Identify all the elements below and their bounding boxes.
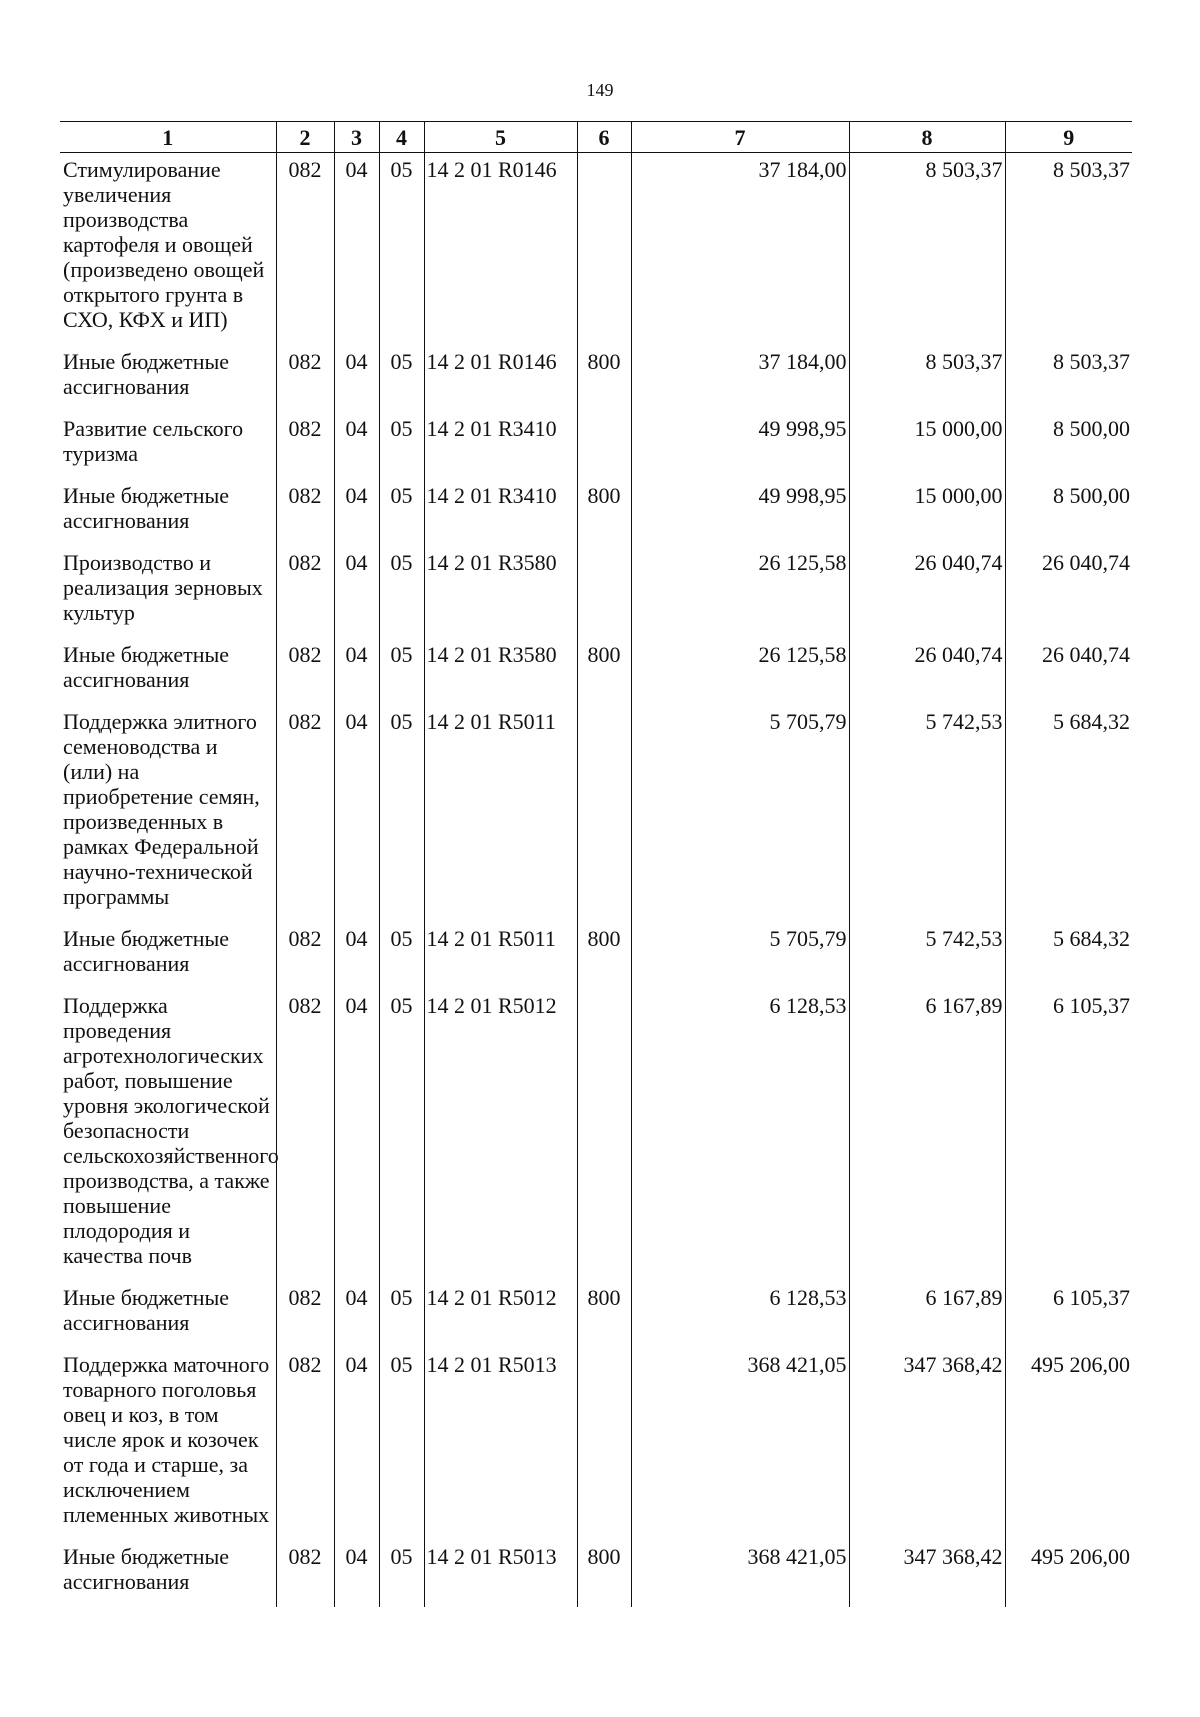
expense-type-cell xyxy=(577,153,631,346)
amount-col7-cell: 37 184,00 xyxy=(631,345,849,412)
table-row xyxy=(60,638,1132,705)
table-row xyxy=(60,1281,1132,1348)
expense-type-cell xyxy=(577,546,631,638)
row-name-cell: Иные бюджетные ассигнования xyxy=(63,1544,230,1594)
expense-type-cell: 800 xyxy=(577,345,631,412)
table-row xyxy=(60,153,1132,346)
amount-col7-cell: 37 184,00 xyxy=(631,153,849,346)
target-article-cell: 14 2 01 R5013 xyxy=(424,1348,577,1540)
row-name-cell: Поддержка маточного товарного поголовья овец и коз, в том числе ярок и козочек от года и старше, за исключением племенных животных xyxy=(63,1352,270,1527)
amount-col9-cell: 6 105,37 xyxy=(1005,989,1132,1281)
admin-code-cell: 082 xyxy=(276,922,334,989)
amount-col7-cell: 26 125,58 xyxy=(631,546,849,638)
amount-col9-cell: 5 684,32 xyxy=(1005,705,1132,922)
target-article-cell: 14 2 01 R3580 xyxy=(424,546,577,638)
row-name-cell: Поддержка элитного семеноводства и (или) на приобретение семян, произведенных в рамках Федеральной научно-технической программы xyxy=(63,709,260,909)
amount-col7-cell: 49 998,95 xyxy=(631,412,849,479)
expense-type-cell: 800 xyxy=(577,1540,631,1607)
header-cell: 3 xyxy=(334,122,379,153)
subsection-cell: 05 xyxy=(379,345,424,412)
section-cell: 04 xyxy=(334,345,379,412)
row-name-cell: Развитие сельского туризма xyxy=(63,416,244,466)
header-cell: 7 xyxy=(631,122,849,153)
target-article-cell: 14 2 01 R5011 xyxy=(424,922,577,989)
target-article-cell: 14 2 01 R5012 xyxy=(424,1281,577,1348)
target-article-cell: 14 2 01 R3410 xyxy=(424,412,577,479)
amount-col8-cell: 15 000,00 xyxy=(849,479,1005,546)
amount-col9-cell: 495 206,00 xyxy=(1005,1348,1132,1540)
target-article-cell: 14 2 01 R5012 xyxy=(424,989,577,1281)
row-name-cell: Производство и реализация зерновых культур xyxy=(63,550,263,625)
table-row xyxy=(60,1348,1132,1540)
header-cell: 1 xyxy=(60,122,276,153)
amount-col9-cell: 6 105,37 xyxy=(1005,1281,1132,1348)
target-article-cell: 14 2 01 R0146 xyxy=(424,345,577,412)
header-cell: 5 xyxy=(424,122,577,153)
row-name-cell: Иные бюджетные ассигнования xyxy=(63,926,230,976)
table-row xyxy=(60,989,1132,1281)
subsection-cell: 05 xyxy=(379,705,424,922)
table-row xyxy=(60,479,1132,546)
page-number: 149 xyxy=(586,80,614,100)
amount-col7-cell: 26 125,58 xyxy=(631,638,849,705)
row-name-cell: Иные бюджетные ассигнования xyxy=(63,483,230,533)
table-row xyxy=(60,705,1132,922)
header-cell: 2 xyxy=(276,122,334,153)
row-name-cell: Иные бюджетные ассигнования xyxy=(63,1285,230,1335)
subsection-cell: 05 xyxy=(379,1281,424,1348)
section-cell: 04 xyxy=(334,1348,379,1540)
section-cell: 04 xyxy=(334,922,379,989)
table-row xyxy=(60,546,1132,638)
table-row xyxy=(60,345,1132,412)
amount-col9-cell: 8 503,37 xyxy=(1005,153,1132,346)
admin-code-cell: 082 xyxy=(276,705,334,922)
amount-col7-cell: 6 128,53 xyxy=(631,1281,849,1348)
target-article-cell: 14 2 01 R3410 xyxy=(424,479,577,546)
amount-col7-cell: 6 128,53 xyxy=(631,989,849,1281)
target-article-cell: 14 2 01 R3580 xyxy=(424,638,577,705)
section-cell: 04 xyxy=(334,479,379,546)
section-cell: 04 xyxy=(334,153,379,346)
amount-col8-cell: 6 167,89 xyxy=(849,989,1005,1281)
amount-col7-cell: 368 421,05 xyxy=(631,1348,849,1540)
amount-col8-cell: 26 040,74 xyxy=(849,638,1005,705)
admin-code-cell: 082 xyxy=(276,153,334,346)
subsection-cell: 05 xyxy=(379,1540,424,1607)
amount-col7-cell: 5 705,79 xyxy=(631,705,849,922)
row-name-cell: Стимулирование увеличения производства картофеля и овощей (произведено овощей открытого грунта в СХО, КФХ и ИП) xyxy=(63,157,265,332)
admin-code-cell: 082 xyxy=(276,989,334,1281)
header-cell: 9 xyxy=(1005,122,1132,153)
amount-col8-cell: 15 000,00 xyxy=(849,412,1005,479)
amount-col8-cell: 8 503,37 xyxy=(849,153,1005,346)
target-article-cell: 14 2 01 R5013 xyxy=(424,1540,577,1607)
expense-type-cell xyxy=(577,989,631,1281)
subsection-cell: 05 xyxy=(379,638,424,705)
amount-col8-cell: 5 742,53 xyxy=(849,922,1005,989)
expense-type-cell xyxy=(577,705,631,922)
section-cell: 04 xyxy=(334,1540,379,1607)
subsection-cell: 05 xyxy=(379,989,424,1281)
table-row xyxy=(60,922,1132,989)
amount-col9-cell: 26 040,74 xyxy=(1005,546,1132,638)
header-cell: 6 xyxy=(577,122,631,153)
admin-code-cell: 082 xyxy=(276,546,334,638)
amount-col9-cell: 8 500,00 xyxy=(1005,479,1132,546)
row-name-cell: Иные бюджетные ассигнования xyxy=(63,349,230,399)
table-row xyxy=(60,412,1132,479)
expense-type-cell xyxy=(577,1348,631,1540)
expense-type-cell: 800 xyxy=(577,922,631,989)
amount-col8-cell: 347 368,42 xyxy=(849,1348,1005,1540)
section-cell: 04 xyxy=(334,638,379,705)
header-cell: 8 xyxy=(849,122,1005,153)
expense-type-cell: 800 xyxy=(577,638,631,705)
amount-col9-cell: 8 500,00 xyxy=(1005,412,1132,479)
section-cell: 04 xyxy=(334,412,379,479)
expense-type-cell xyxy=(577,412,631,479)
amount-col8-cell: 5 742,53 xyxy=(849,705,1005,922)
admin-code-cell: 082 xyxy=(276,345,334,412)
subsection-cell: 05 xyxy=(379,479,424,546)
table-body xyxy=(60,153,1132,1608)
subsection-cell: 05 xyxy=(379,1348,424,1540)
row-name-cell: Иные бюджетные ассигнования xyxy=(63,642,230,692)
admin-code-cell: 082 xyxy=(276,479,334,546)
section-cell: 04 xyxy=(334,1281,379,1348)
section-cell: 04 xyxy=(334,989,379,1281)
amount-col9-cell: 8 503,37 xyxy=(1005,345,1132,412)
target-article-cell: 14 2 01 R0146 xyxy=(424,153,577,346)
budget-table xyxy=(60,121,1132,1607)
row-name-cell: Поддержка проведения агротехнологических работ, повышение уровня экологической безопасности сельскохозяйственного производства, а также повышение плодородия и качества почв xyxy=(63,993,279,1268)
amount-col8-cell: 8 503,37 xyxy=(849,345,1005,412)
subsection-cell: 05 xyxy=(379,153,424,346)
table-row xyxy=(60,1540,1132,1607)
amount-col9-cell: 495 206,00 xyxy=(1005,1540,1132,1607)
admin-code-cell: 082 xyxy=(276,638,334,705)
header-cell: 4 xyxy=(379,122,424,153)
amount-col9-cell: 5 684,32 xyxy=(1005,922,1132,989)
subsection-cell: 05 xyxy=(379,922,424,989)
section-cell: 04 xyxy=(334,546,379,638)
amount-col8-cell: 6 167,89 xyxy=(849,1281,1005,1348)
expense-type-cell: 800 xyxy=(577,479,631,546)
admin-code-cell: 082 xyxy=(276,1540,334,1607)
target-article-cell: 14 2 01 R5011 xyxy=(424,705,577,922)
subsection-cell: 05 xyxy=(379,546,424,638)
admin-code-cell: 082 xyxy=(276,1281,334,1348)
amount-col8-cell: 347 368,42 xyxy=(849,1540,1005,1607)
amount-col8-cell: 26 040,74 xyxy=(849,546,1005,638)
amount-col9-cell: 26 040,74 xyxy=(1005,638,1132,705)
amount-col7-cell: 5 705,79 xyxy=(631,922,849,989)
header-row xyxy=(60,122,1132,153)
subsection-cell: 05 xyxy=(379,412,424,479)
amount-col7-cell: 368 421,05 xyxy=(631,1540,849,1607)
section-cell: 04 xyxy=(334,705,379,922)
admin-code-cell: 082 xyxy=(276,412,334,479)
amount-col7-cell: 49 998,95 xyxy=(631,479,849,546)
admin-code-cell: 082 xyxy=(276,1348,334,1540)
expense-type-cell: 800 xyxy=(577,1281,631,1348)
